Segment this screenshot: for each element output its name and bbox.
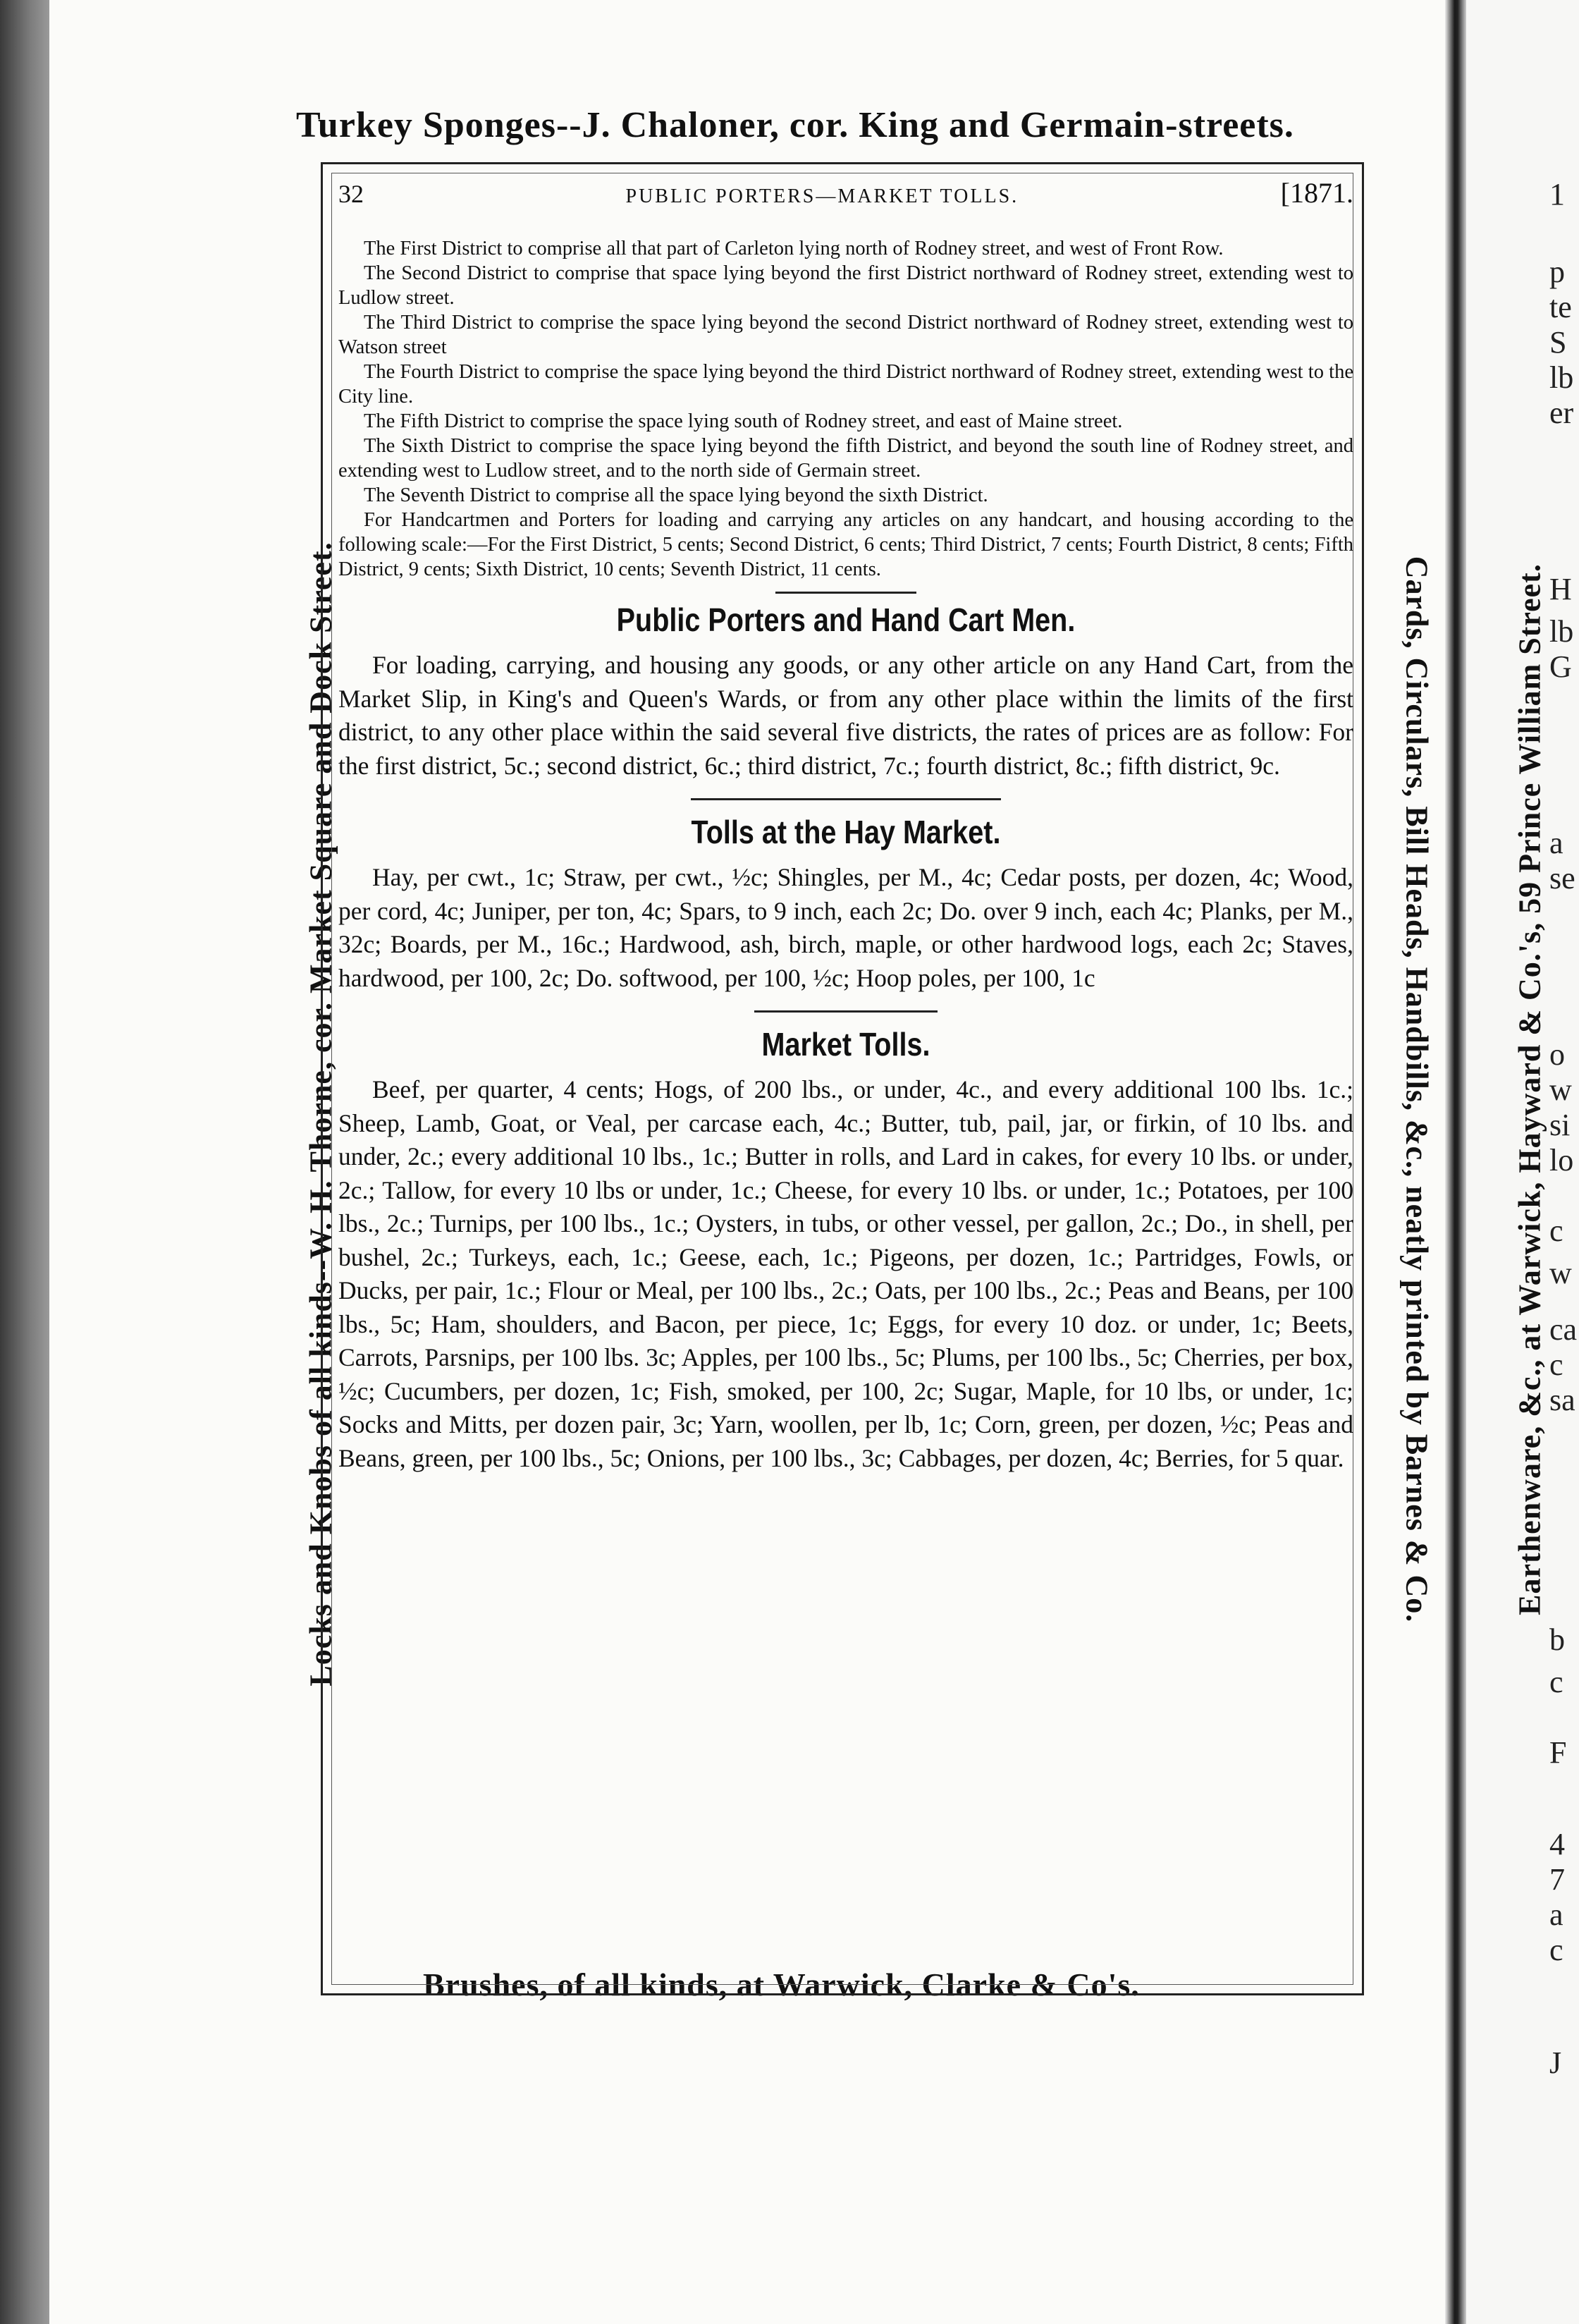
adjacent-fragment: b: [1549, 1622, 1565, 1657]
adjacent-fragment: J: [1549, 2045, 1562, 2080]
adjacent-fragment: w: [1549, 1256, 1572, 1290]
adjacent-fragment: lb: [1549, 614, 1574, 649]
bottom-advertisement: Brushes, of all kinds, at Warwick, Clarke & Co's.: [423, 1967, 1140, 2002]
district-paragraph: The Third District to comprise the space lying beyond the second District northward of Rodney street, extending west to Watson street: [338, 312, 1353, 358]
adjacent-fragment: w: [1549, 1072, 1572, 1107]
adjacent-fragment: p: [1549, 255, 1565, 289]
adjacent-fragment: c: [1549, 1213, 1563, 1248]
adjacent-fragment: c: [1549, 1933, 1563, 1967]
top-advertisement: Turkey Sponges--J. Chaloner, cor. King and Germain-streets.: [296, 105, 1294, 145]
adjacent-fragment: lo: [1549, 1143, 1574, 1178]
page-number: 32: [338, 180, 364, 208]
section-divider: [691, 798, 1001, 800]
adjacent-fragment: 7: [1549, 1862, 1565, 1897]
right-margin-advertisement: Cards, Circulars, Bill Heads, Handbills, &c., neatly printed by Barnes & Co.: [1399, 556, 1434, 1623]
book-gutter: [1445, 0, 1466, 2324]
left-margin-advertisement: Locks and Knobs of all kinds--W. H. Thorne, cor. Market Square and Dock Street.: [303, 542, 338, 1687]
adjacent-fragment: a: [1549, 1897, 1563, 1932]
section-divider: [754, 1010, 938, 1013]
year-marker: [1871.: [1280, 177, 1353, 209]
scan-edge: [0, 0, 49, 2324]
section-text-market-tolls: Beef, per quarter, 4 cents; Hogs, of 200 lbs., or under, 4c., and every additional 100 lbs. 1c.; Sheep, Lamb, Goat, or Veal, per carcase each, 4c.; Butter, tub, pail, jar, or firkin, of 10 lbs. and under, 2c.; every additional 10 lbs., 1c.; Butter in rolls, and Lard in cakes, for every 10 lbs. or under, 2c.; Tallow, for every 10 lbs or under, 1c.; Cheese, for every 10 lbs. or under, 1c.; Potatoes, per 100 lbs., 2c.; Turnips, per 100 lbs., 1c.; Oysters, in tubs, or other vessel, per gallon, 2c.; Do., in shell, per bushel, 2c.; Turkeys, each, 1c.; Geese, each, 1c.; Pigeons, per dozen, 1c.; Partridges, Fowls, or Ducks, per pair, 1c.; Flour or Meal, per 100 lbs., 2c.; Oats, per 100 lbs., 2c.; Peas and Beans, per 100 lbs., 5c; Ham, shoulders, and Bacon, per piece, 1c; Eggs, for every 10 doz. or under, 1c; Beets, Carrots, Parsnips, per 100 lbs. 3c; Apples, per 100 lbs., 5c; Plums, per 100 lbs., 5c; Cherries, per box, ½c; Cucumbers, per dozen, 1c; Fish, smoked, per 100, 2c; Sugar, Maple, for 10 lbs, or under, 1c; Socks and Mitts, per dozen pair, 3c; Yarn, woollen, per lb, 1c; Corn, green, per dozen, ½c; Peas and Beans, green, per 100 lbs., 5c; Onions, per 100 lbs., 3c; Cabbages, per dozen, 4c; Berries, for 5 quar.: [338, 1075, 1353, 1472]
page-content: [338, 176, 1353, 1475]
adjacent-fragment: 4: [1549, 1827, 1565, 1861]
section-heading-porters: Public Porters and Hand Cart Men.: [616, 601, 1076, 638]
district-paragraph: The Seventh District to comprise all the space lying beyond the sixth District.: [364, 484, 988, 506]
adjacent-fragment: c: [1549, 1665, 1563, 1699]
adjacent-fragment: o: [1549, 1037, 1565, 1072]
section-text-hay-market: Hay, per cwt., 1c; Straw, per cwt., ½c; Shingles, per M., 4c; Cedar posts, per dozen, 4c; Wood, per cord, 4c; Juniper, per ton, 4c; Spars, to 9 inch, each 2c; Do. over 9 inch, each 4c; Planks, per M., 32c; Boards, per M., 16c.; Hardwood, ash, birch, maple, or other hardwood logs, each 2c; Staves, hardwood, per 100, 2c; Do. softwood, per 100, ½c; Hoop poles, per 100, 1c: [338, 863, 1353, 992]
section-heading-market-tolls: Market Tolls.: [761, 1026, 930, 1063]
district-paragraph: The Second District to comprise that space lying beyond the first District northward of Rodney street, extending west to Ludlow street.: [338, 262, 1353, 309]
adjacent-fragment: F: [1549, 1735, 1567, 1770]
adjacent-fragment: H: [1549, 572, 1572, 606]
section-divider: [775, 592, 916, 594]
adjacent-fragment: 1: [1549, 177, 1565, 212]
adjacent-fragment: te: [1549, 290, 1572, 324]
adjacent-fragment: ca: [1549, 1312, 1578, 1347]
running-title: PUBLIC PORTERS—MARKET TOLLS.: [625, 185, 1019, 207]
section-heading-hay-market: Tolls at the Hay Market.: [691, 814, 1001, 850]
district-definitions: [338, 236, 1353, 582]
district-paragraph: The Fifth District to comprise the space lying south of Rodney street, and east of Maine street.: [364, 410, 1123, 432]
running-header: [338, 176, 1353, 209]
adjacent-fragment: a: [1549, 826, 1563, 860]
adjacent-fragment: G: [1549, 649, 1572, 684]
district-paragraph: The Sixth District to comprise the space lying beyond the fifth District, and beyond the south line of Rodney street, and extending west to Ludlow street, and to the north side of Germain street.: [338, 435, 1353, 482]
district-paragraph: The Fourth District to comprise the space lying beyond the third District northward of Rodney street, extending west to the City line.: [338, 361, 1353, 408]
adjacent-fragment: c: [1549, 1347, 1563, 1382]
adjacent-fragment: lb: [1549, 360, 1574, 395]
handcart-rates-paragraph: For Handcartmen and Porters for loading and carrying any articles on any handcart, and housing according to the following scale:—For the First District, 5 cents; Second District, 6 cents; Third District, 7 cents; Fourth District, 8 cents; Fifth District, 9 cents; Sixth District, 10 cents; Seventh District, 11 cents.: [338, 509, 1353, 580]
adjacent-fragment: er: [1549, 396, 1574, 430]
adjacent-fragment: se: [1549, 861, 1575, 895]
adjacent-page-advertisement: Earthenware, &c., at Warwick, Hayward & Co.'s, 59 Prince William Street.: [1512, 563, 1547, 1615]
section-text-porters: For loading, carrying, and housing any goods, or any other article on any Hand Cart, from the Market Slip, in King's and Queen's Wards, or from any other place within the limits of the first district, to any other place within the said several five districts, the rates of prices are as follow: For the first district, 5c.; second district, 6c.; third district, 7c.; fourth district, 8c.; fifth district, 9c.: [338, 651, 1353, 780]
adjacent-fragment: S: [1549, 325, 1567, 360]
adjacent-fragment: si: [1549, 1108, 1571, 1142]
district-paragraph: The First District to comprise all that part of Carleton lying north of Rodney street, and west of Front Row.: [364, 238, 1224, 259]
adjacent-fragment: sa: [1549, 1383, 1575, 1417]
